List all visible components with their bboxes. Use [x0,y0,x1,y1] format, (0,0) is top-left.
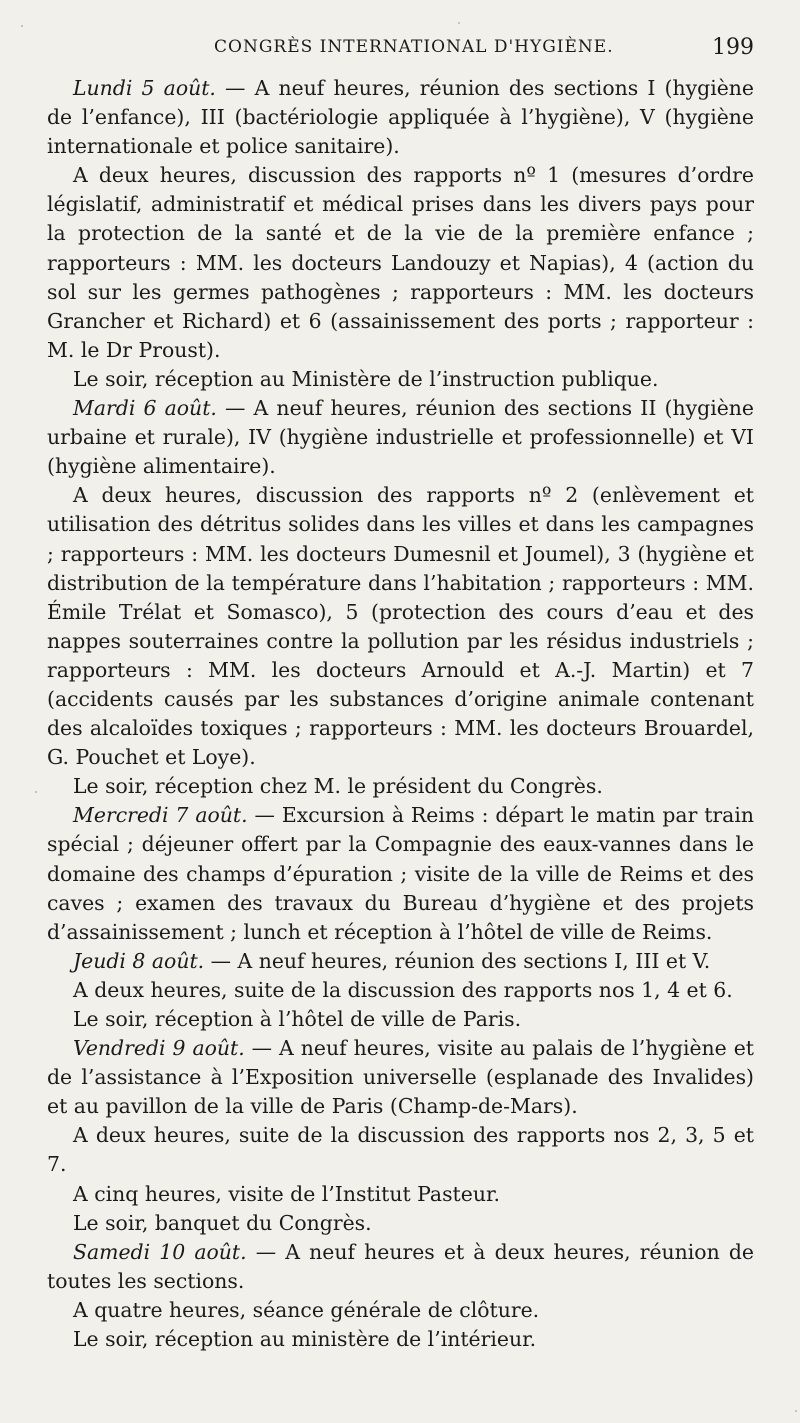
running-title: CONGRÈS INTERNATIONAL D'HYGIÈNE. [214,37,614,57]
paragraph-lundi [47,74,754,161]
body-text [47,74,754,1354]
paragraph-text: Le soir, réception à l’hôtel de ville de Paris. [73,1007,522,1031]
paragraph-text: A deux heures, discussion des rapports nº 1 (mesures d’ordre législatif, administratif et médical prises dans les divers pays pour la protection de la santé et de la vie de la première enfance ; rapporteurs : MM. les docteurs Landouzy et Napias), 4 (action du sol sur les germes pathogènes ; rapporteurs : MM. les docteurs Grancher et Richard) et 6 (assainissement des ports ; rapporteur : M. le Dr Proust). [47,163,754,362]
paragraph [47,1209,754,1238]
paragraph-mercredi [47,801,754,946]
paragraph [47,161,754,365]
paragraph-text: — A neuf heures, réunion des sections I (hygiène de l’enfance), III (bactériologie appliquée à l’hygiène), V (hygiène internationale et police sanitaire). [47,76,754,159]
paragraph [47,976,754,1005]
paragraph-text: A deux heures, suite de la discussion des rapports nos 1, 4 et 6. [73,977,733,1002]
paragraph-text: — A neuf heures, réunion des sections II (hygiène urbaine et rurale), IV (hygiène industrielle et professionnelle) et VI (hygiène alimentaire). [47,396,754,479]
paragraph [47,1180,754,1209]
day-heading: Mardi 6 août. [73,396,217,421]
page-number: 199 [712,35,754,60]
day-heading: Jeudi 8 août. [73,948,205,973]
day-heading: Samedi 10 août. [73,1239,247,1264]
day-heading: Vendredi 9 août. [73,1036,245,1061]
paragraph-text: — A neuf heures, réunion des sections I, III et V. [204,948,711,973]
day-heading: Mercredi 7 août. [73,803,248,828]
paragraph-text: Le soir, banquet du Congrès. [73,1210,372,1235]
paragraph-text: — A neuf heures, visite au palais de l’hygiène et de l’assistance à l’Exposition universelle (esplanade des Invalides) et au pavillon de la ville de Paris (Champ-de-Mars). [47,1036,754,1119]
paragraph-text: — A neuf heures et à deux heures, réunion de toutes les sections. [47,1239,754,1293]
scan-speck [795,1410,797,1412]
paragraph [47,1296,754,1325]
paragraph [47,1005,754,1034]
paragraph [47,365,754,394]
paragraph-vendredi [47,1034,754,1121]
paragraph-text: Le soir, réception au Ministère de l’instruction publique. [73,366,659,391]
paragraph-jeudi [47,947,754,976]
paragraph [47,481,754,772]
paragraph-samedi [47,1238,754,1296]
paragraph-text: Le soir, réception chez M. le président du Congrès. [73,774,603,799]
scan-speck [458,22,460,24]
paragraph-mardi [47,394,754,481]
paragraph-text: A quatre heures, séance générale de clôture. [73,1297,540,1322]
paragraph-text: A deux heures, discussion des rapports nº 2 (enlèvement et utilisation des détritus solides dans les villes et dans les campagnes ; rapporteurs : MM. les docteurs Dumesnil et Joumel), 3 (hygiène et distribution de la température dans l’habitation ; rapporteurs : MM. Émile Trélat et Somasco), 5 (protection des cours d’eau et des nappes souterraines contre la pollution par les résidus industriels ; rapporteurs : MM. les docteurs Arnould et A.-J. Martin) et 7 (accidents causés par les substances d’origine animale contenant des alcaloïdes toxiques ; rapporteurs : MM. les docteurs Brouardel, G. Pouchet et Loye). [47,483,754,770]
paragraph-text: A cinq heures, visite de l’Institut Pasteur. [73,1181,500,1206]
paragraph [47,1121,754,1179]
paragraph [47,772,754,801]
paragraph-text: — Excursion à Reims : départ le matin par train spécial ; déjeuner offert par la Compagnie des eaux-vannes dans le domaine des champs d’épuration ; visite de la ville de Reims et des caves ; examen des travaux du Bureau d’hygiène et des projets d’assainissement ; lunch et réception à l’hôtel de ville de Reims. [47,803,754,944]
page-header [47,28,754,74]
scan-speck [21,25,23,27]
paragraph [47,1325,754,1354]
scan-speck [35,791,37,793]
paragraph-text: Le soir, réception au ministère de l’intérieur. [73,1327,537,1352]
day-heading: Lundi 5 août. [73,76,216,100]
paragraph-text: A deux heures, suite de la discussion des rapports nos 2, 3, 5 et 7. [47,1123,754,1177]
